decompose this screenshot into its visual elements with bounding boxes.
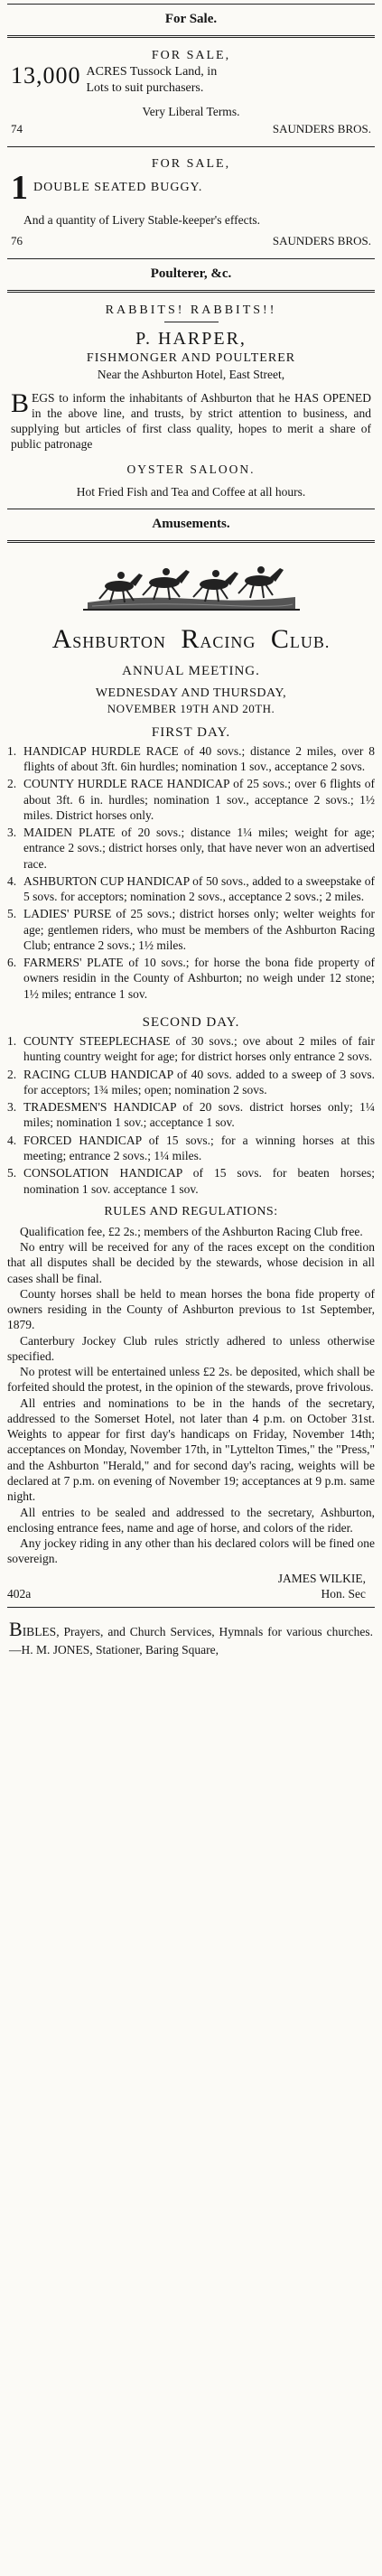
club-word-3: LUB. [289,633,331,652]
club-initial-r: R [181,624,200,655]
club-word-2: ACING [200,633,256,652]
ad-ref: 76 [11,234,23,248]
rules-signer-title: Hon. Sec [321,1586,366,1601]
rabbits-heading: RABBITS! RABBITS!! [105,303,277,317]
section-rule [7,290,375,293]
ad-big-line [11,168,371,207]
ad-title: FOR SALE, [151,156,231,171]
rules-ref: 402a [7,1586,32,1601]
oyster-saloon: OYSTER SALOON. [126,462,256,476]
harper-trade: FISHMONGER AND POULTERER [86,351,296,366]
rule-paragraph: All entries to be sealed and addressed to the secretary, Ashburton, enclosing entrance fees, name and age of horse, and colors of the rider. [7,1505,375,1535]
race-item [7,1133,375,1164]
race-text: COUNTY HURDLE RACE HANDICAP of 25 sovs.; over 6 flights of about 3ft. 6 in. hurdles; nomination 1 sov., acceptance 2 sovs.; 1½ miles. District horses only. [23,777,375,822]
race-number: 4. [7,1133,17,1147]
ad-signature [11,119,371,137]
race-number: 3. [7,1100,17,1115]
rule-paragraph: Canterbury Jockey Club rules strictly adhered to unless otherwise specified. [7,1333,375,1363]
race-item [7,825,375,872]
race-number: 2. [7,1067,17,1081]
race-text: TRADESMEN'S HANDICAP of 20 sovs. district horses only; 1¼ miles; nomination 1 sov.; acceptance 1 sov. [23,1100,375,1130]
harper-name: P. HARPER, [135,328,247,349]
ad-seller: SAUNDERS BROS. [272,234,371,248]
rules-heading: RULES AND REGULATIONS: [104,1204,278,1218]
date-line-2: NOVEMBER 19TH AND 20TH. [107,701,275,715]
ad-title: FOR SALE, [151,49,231,63]
acreage-number: 13,000 [11,62,81,89]
second-day-races [7,1033,375,1197]
racehorses-engraving-icon [83,550,300,615]
rules-signer: JAMES WILKIE, [277,1571,366,1585]
first-day-races [7,743,375,1002]
rule-paragraph: No entry will be received for any of the races except on the condition that all disputes shall be decided by the stewards, whose decision in all cases shall be final. [7,1239,375,1285]
race-text: ASHBURTON CUP HANDICAP of 50 sovs., added to a sweepstake of 5 sovs. for acceptors; nomination 2 sovs., acceptance 2 sovs.; 2 miles. [23,873,375,904]
club-word-1: SHBURTON [72,633,166,652]
race-number: 1. [7,743,17,758]
race-text: FORCED HANDICAP of 15 sovs.; for a winning horses at this meeting; entrance 2 sovs.; 1¼ miles. [23,1133,375,1163]
race-item [7,743,375,775]
ad-body: And a quantity of Livery Stable-keeper's effects. [23,212,260,227]
date-line-1: WEDNESDAY AND THURSDAY, [95,686,287,700]
club-initial-c: C [270,624,290,655]
newspaper-column [7,4,375,1664]
harper-address: Near the Ashburton Hotel, East Street, [97,368,285,382]
ad-lines [87,64,218,97]
race-text: MAIDEN PLATE of 20 sovs.; distance 1¼ miles; weight for age; entrance 2 sovs.; district horses only, that have never won an advertised race. [23,826,375,871]
race-item [7,955,375,1002]
race-text: LADIES' PURSE of 25 sovs.; district horses only; welter weights for age; gentlemen riders, who must be members of the Ashburton Racing Club; entrance 2 sovs.; 1½ miles. [23,907,375,952]
race-item [7,873,375,905]
race-number: 1. [7,1034,17,1049]
ad-ref: 74 [11,122,23,136]
race-item [7,1067,375,1098]
ad-line-1: DOUBLE SEATED BUGGY. [33,180,203,194]
section-rule [7,35,375,38]
race-number: 5. [7,907,17,921]
hot-fish-line: Hot Fried Fish and Tea and Coffee at all hours. [76,484,306,499]
race-number: 2. [7,777,17,791]
ad-buggy [7,151,375,255]
race-number: 3. [7,826,17,840]
section-rule [7,540,375,543]
section-header-amusements: Amusements. [152,517,230,532]
race-item [7,776,375,823]
rules-signer-row [7,1586,375,1601]
race-text: FARMERS' PLATE of 10 sovs.; for horse the bona fide property of owners residin in the County of Ashburton; no weigh under 12 stone; 1½ miles; entrance 1 sov. [23,956,375,1001]
race-text: CONSOLATION HANDICAP of 15 sovs. for beaten horses; nomination 1 sov. acceptance 1 sov. [23,1166,375,1196]
race-item [7,1099,375,1131]
ad-terms: Very Liberal Terms. [142,104,240,118]
ad-harper [7,297,375,505]
race-text: RACING CLUB HANDICAP of 40 sovs. added to a sweep of 3 sovs. for acceptors; 1¾ miles; open; nomination 2 sovs. [23,1067,375,1097]
race-item [7,1033,375,1065]
ad-seller: SAUNDERS BROS. [272,122,371,136]
second-day-heading: SECOND DAY. [142,1014,240,1030]
race-item [7,906,375,953]
ad-signature [11,231,371,249]
race-text: HANDICAP HURDLE RACE of 40 sovs.; distance 2 miles, over 8 flights of about 3ft. 6in hurdles; nomination 1 sov., acceptance 2 sovs. [23,743,375,773]
ad-bibles: BIBLES, Prayers, and Church Services, Hymnals for various churches.—H. M. JONES, Stationer, Baring Square, [9,1618,373,1657]
rule-paragraph: All entries and nominations to be in the hands of the secretary, addressed to the Somerset Hotel, not later than 4 p.m. on October 31st. Weights to appear for first day's handicaps on Friday, November 14th; acceptances on Monday, November 17th, in "Lyttelton Times," the "Press," and the Ashburton "Herald," and for second day's racing, weights will be declared at 7 p.m. on evening of November 19; acceptances at 9 p.m. same night. [7,1395,375,1504]
ad-tussock-land [7,42,375,143]
section-header-for-sale: For Sale. [164,12,218,26]
rule-paragraph: Any jockey riding in any other than his declared colors will be fined one sovereign. [7,1536,375,1566]
race-item [7,1165,375,1197]
ad-line-2: Lots to suit purchasers. [86,81,204,95]
big-digit: 1 [11,168,28,207]
section-header-poulterer: Poulterer, &c. [150,266,232,281]
ad-big-line [11,64,371,97]
harper-body: BEGS to inform the inhabitants of Ashburton that he HAS OPENED in the above line, and trusts, by strict attention to business, and supplying but articles of first class quality, hopes to merit a share of public patronage [11,387,371,452]
rule-paragraph: No protest will be entertained unless £2 2s. be deposited, which shall be forfeited should the protest, in the opinion of the stewards, prove frivolous. [7,1365,375,1395]
section-rule [7,258,375,259]
rule-paragraph: Qualification fee, £2 2s.; members of the Ashburton Racing Club free. [20,1224,363,1238]
race-number: 6. [7,956,17,970]
club-initial-a: A [51,624,73,655]
race-number: 4. [7,873,17,888]
annual-meeting: ANNUAL MEETING. [122,663,260,678]
top-rule [7,4,375,5]
ad-line-1: ACRES Tussock Land, in [86,65,218,79]
race-text: COUNTY STEEPLECHASE of 30 sovs.; ove about 2 miles of fair hunting country weight for age; for district horses only entrance 2 sovs. [23,1034,375,1064]
section-rule [7,1607,375,1608]
rules-body [7,1224,375,1567]
first-day-heading: FIRST DAY. [151,724,231,740]
race-number: 5. [7,1166,17,1181]
club-title [7,622,375,657]
ad-divider [7,146,375,147]
rule-paragraph: County horses shall be held to mean horses the bona fide property of owners residing in the County of Ashburton previous to 1st September, 1879. [7,1286,375,1332]
